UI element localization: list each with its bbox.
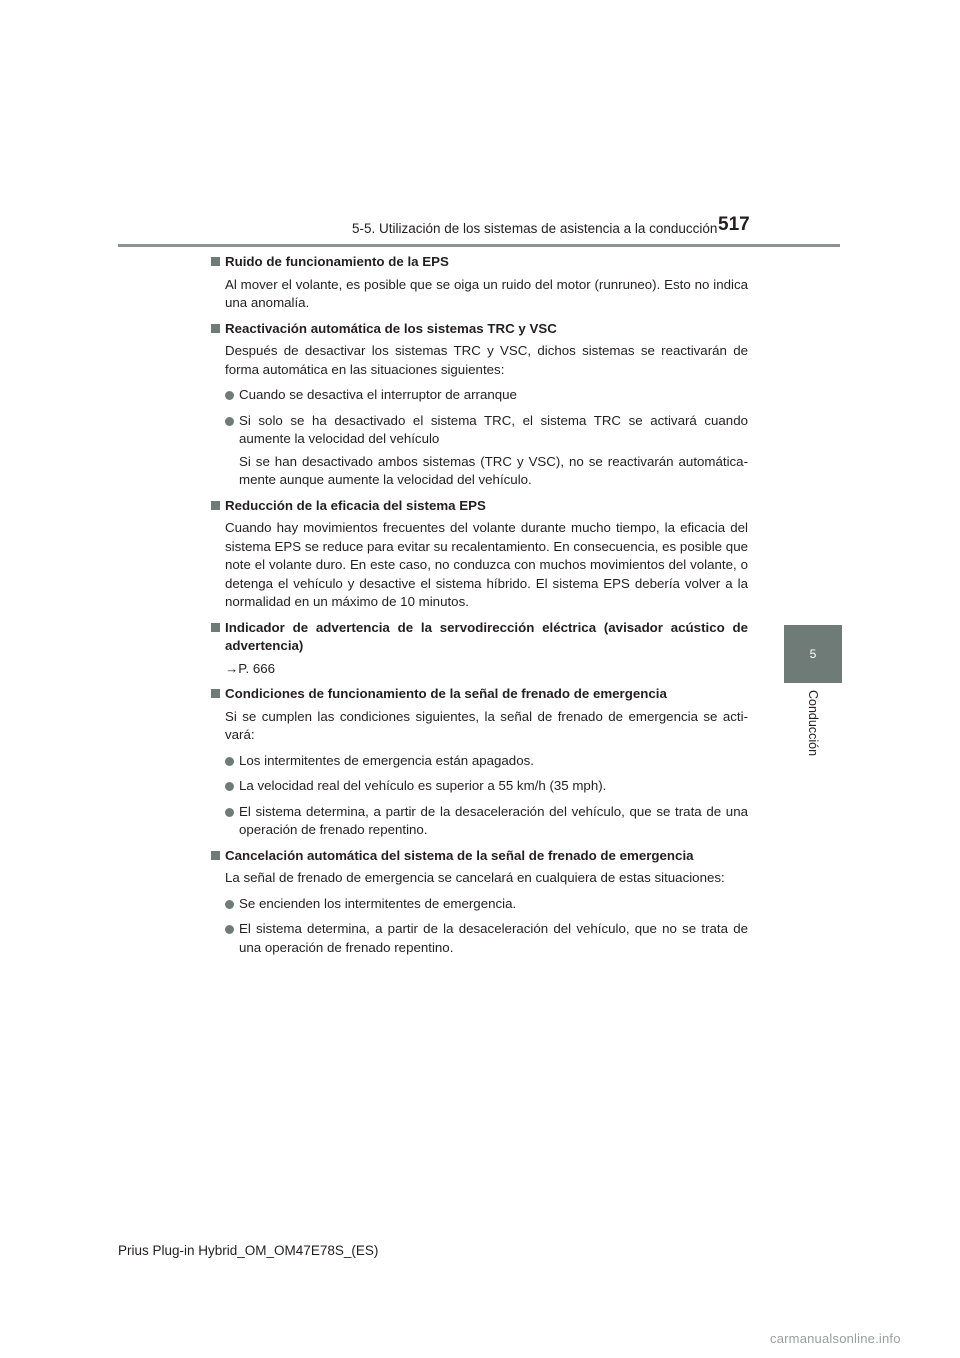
- square-bullet-icon: [211, 851, 220, 860]
- list-item: El sistema determina, a partir de la desaceleración del vehículo, que se trata de una operación de frenado repentino.: [225, 803, 748, 840]
- page-content: [211, 253, 748, 964]
- paragraph: Cuando hay movimientos frecuentes del volante durante mucho tiempo, la eficacia del sistema EPS se reduce para evitar su recalentamiento. En consecuencia, es posible que note el volante duro. En este caso, no conduzca con muchos movimientos del volante, o detenga el vehículo y desactive el sistema híbrido. El sistema EPS debería volver a la normalidad en un máximo de 10 minutos.: [225, 520, 748, 609]
- round-bullet-icon: [225, 782, 234, 791]
- section-title: 5-5. Utilización de los sistemas de asistencia a la conducción: [352, 221, 718, 236]
- section-heading: Ruido de funcionamiento de la EPS: [211, 253, 748, 272]
- section-heading: Indicador de advertencia de la servodirección eléctrica (avisador acústico de advertencia): [211, 619, 748, 656]
- round-bullet-icon: [225, 391, 234, 400]
- round-bullet-icon: [225, 757, 234, 766]
- list-item-note: Si se han desactivado ambos sistemas (TRC y VSC), no se reactivarán automática-mente aunque aumente la velocidad del vehículo.: [239, 453, 748, 487]
- paragraph: Al mover el volante, es posible que se oiga un ruido del motor (runruneo). Esto no indica una anomalía.: [225, 276, 748, 310]
- round-bullet-icon: [225, 808, 234, 817]
- page-reference-link[interactable]: →P. 666: [225, 660, 276, 676]
- list-item: Si solo se ha desactivado el sistema TRC, el sistema TRC se activará cuando aumente la velocidad del vehículo: [225, 412, 748, 449]
- chapter-label: Conducción: [806, 690, 820, 757]
- list-item: Los intermitentes de emergencia están apagados.: [225, 752, 748, 771]
- square-bullet-icon: [211, 689, 220, 698]
- chapter-tab: 5: [784, 625, 842, 683]
- paragraph: Después de desactivar los sistemas TRC y VSC, dichos sistemas se reactivarán de forma automática en las situaciones siguientes:: [225, 343, 748, 377]
- square-bullet-icon: [211, 324, 220, 333]
- paragraph: Si se cumplen las condiciones siguientes, la señal de frenado de emergencia se acti-vará:: [225, 708, 748, 742]
- list-item: Se encienden los intermitentes de emergencia.: [225, 895, 748, 914]
- square-bullet-icon: [211, 623, 220, 632]
- header-divider: [118, 244, 840, 247]
- round-bullet-icon: [225, 925, 234, 934]
- section-heading: Cancelación automática del sistema de la señal de frenado de emergencia: [211, 847, 748, 866]
- square-bullet-icon: [211, 501, 220, 510]
- section-heading: Condiciones de funcionamiento de la señal de frenado de emergencia: [211, 685, 748, 704]
- round-bullet-icon: [225, 417, 234, 426]
- section-heading: Reducción de la eficacia del sistema EPS: [211, 497, 748, 516]
- page-number: 517: [718, 214, 750, 235]
- document-code: Prius Plug-in Hybrid_OM_OM47E78S_(ES): [118, 1243, 379, 1258]
- square-bullet-icon: [211, 257, 220, 266]
- section-heading: Reactivación automática de los sistemas TRC y VSC: [211, 320, 748, 339]
- paragraph: La señal de frenado de emergencia se cancelará en cualquiera de estas situaciones:: [225, 870, 725, 885]
- list-item: El sistema determina, a partir de la desaceleración del vehículo, que no se trata de una operación de frenado repentino.: [225, 920, 748, 957]
- watermark-text: carmanualsonline.info: [770, 1331, 901, 1346]
- list-item: La velocidad real del vehículo es superior a 55 km/h (35 mph).: [225, 777, 748, 796]
- list-item: Cuando se desactiva el interruptor de arranque: [225, 386, 748, 405]
- round-bullet-icon: [225, 900, 234, 909]
